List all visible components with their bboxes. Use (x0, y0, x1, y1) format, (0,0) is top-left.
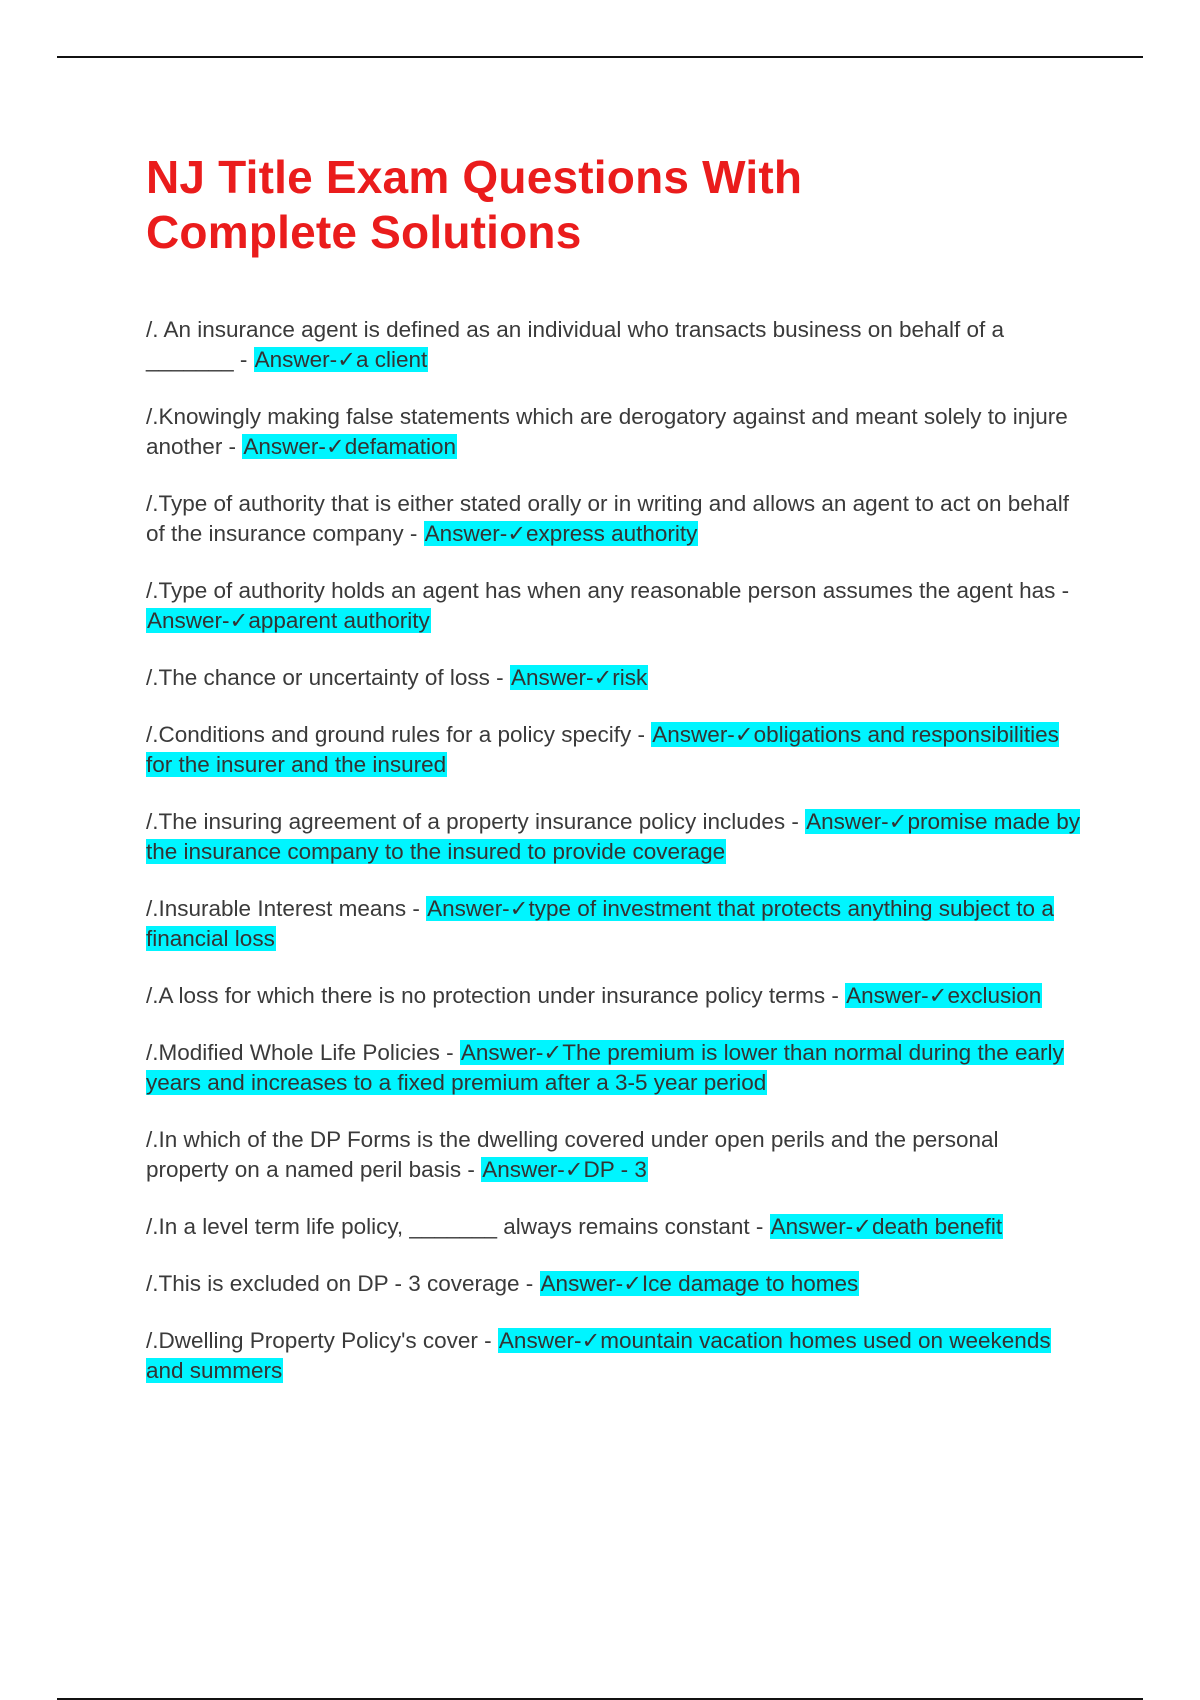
qa-item (146, 402, 1081, 462)
qa-item (146, 720, 1081, 780)
document-title: NJ Title Exam Questions With Complete Solutions (146, 151, 803, 258)
qa-item (146, 894, 1081, 954)
question-text: /.Type of authority that is either stated orally or in writing and allows an agent to act on behalf of the insurance company - (146, 491, 1070, 546)
answer-highlight: Answer-✓promise made by the insurance company to the insured to provide coverage (146, 809, 1081, 864)
question-text: /.The insuring agreement of a property insurance policy includes - (146, 809, 799, 834)
qa-item (146, 1125, 1081, 1185)
qa-item (146, 663, 1081, 693)
question-text: /.Dwelling Property Policy's cover - (146, 1328, 492, 1353)
qa-item (146, 981, 1081, 1011)
qa-item (146, 576, 1081, 636)
question-text: /.The chance or uncertainty of loss - (146, 665, 504, 690)
qa-item (146, 489, 1081, 549)
qa-item (146, 1212, 1081, 1242)
question-text: /.Modified Whole Life Policies - (146, 1040, 454, 1065)
answer-highlight: Answer-✓defamation (243, 434, 457, 459)
question-text: /.In which of the DP Forms is the dwelling covered under open perils and the personal property on a named peril basis - (146, 1127, 999, 1182)
question-text: /.Type of authority holds an agent has when any reasonable person assumes the agent has - (146, 578, 1070, 603)
qa-item (146, 315, 1081, 375)
question-text: /.Knowingly making false statements which are derogatory against and meant solely to injure another - (146, 404, 1068, 459)
question-text: /.Conditions and ground rules for a policy specify - (146, 722, 646, 747)
question-text: /.A loss for which there is no protection under insurance policy terms - (146, 983, 839, 1008)
document-body (146, 150, 1081, 1413)
question-text: /.In a level term life policy, _______ always remains constant - (146, 1214, 764, 1239)
top-rule (57, 56, 1143, 58)
answer-highlight: Answer-✓mountain vacation homes used on weekends and summers (146, 1328, 1051, 1383)
answer-highlight: Answer-✓The premium is lower than normal during the early years and increases to a fixed premium after a 3-5 year period (146, 1040, 1064, 1095)
qa-item (146, 1038, 1081, 1098)
qa-list (146, 315, 1081, 1386)
question-text: /.This is excluded on DP - 3 coverage - (146, 1271, 534, 1296)
answer-highlight: Answer-✓obligations and responsibilities for the insurer and the insured (146, 722, 1059, 777)
answer-highlight: Answer-✓express authority (424, 521, 698, 546)
answer-highlight: Answer-✓apparent authority (147, 608, 430, 633)
answer-highlight: Answer-✓death benefit (770, 1214, 1003, 1239)
question-text: /.Insurable Interest means - (146, 896, 420, 921)
answer-highlight: Answer-✓type of investment that protects anything subject to a financial loss (146, 896, 1054, 951)
qa-item (146, 1326, 1081, 1386)
answer-highlight: Answer-✓a client (254, 347, 428, 372)
question-text: /. An insurance agent is defined as an individual who transacts business on behalf of a _______ - (146, 317, 1005, 372)
answer-highlight: Answer-✓risk (510, 665, 648, 690)
qa-item (146, 807, 1081, 867)
answer-highlight: Answer-✓DP - 3 (482, 1157, 647, 1182)
answer-highlight: Answer-✓Ice damage to homes (540, 1271, 859, 1296)
qa-item (146, 1269, 1081, 1299)
answer-highlight: Answer-✓exclusion (846, 983, 1042, 1008)
